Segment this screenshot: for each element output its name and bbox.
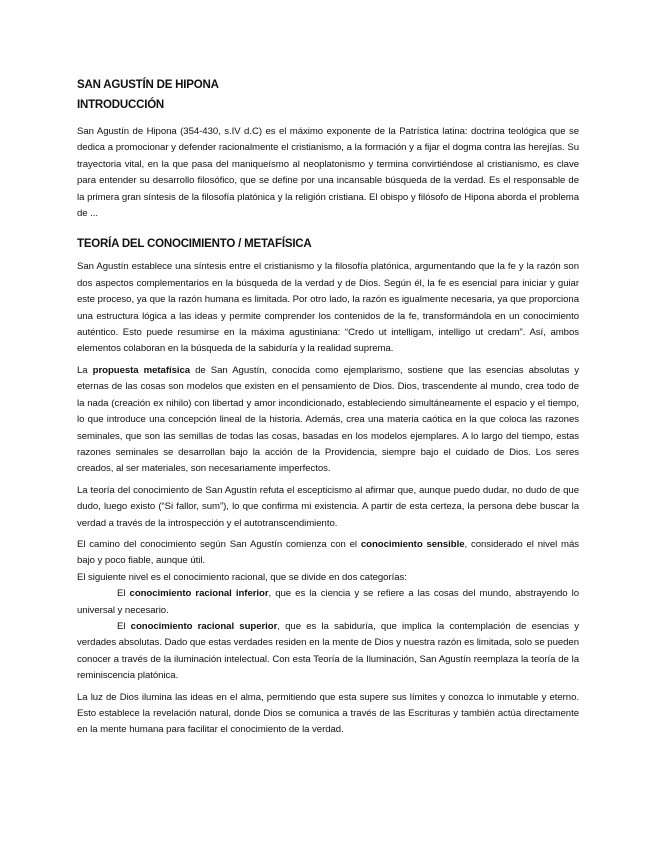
paragraph-rational-knowledge: El siguiente nivel es el conocimiento racional, que se divide en dos categorías: [77, 571, 407, 583]
bold-term: conocimiento sensible [360, 538, 465, 550]
document-page [77, 78, 579, 744]
text-span: El [117, 588, 130, 600]
text-span: , que es la sabiduría, que implica la contemplación de esencias y verdades absolutas. Dado que estas verdades residen en la mente de Dios y nuestra razón es limitada, solo se pueden conocer a través de la iluminación intelectual. Con esta Teoría de la Iluminación, San Agustín reemplaza la teoría de la reminiscencia platónica. [77, 620, 580, 682]
text-span: La [77, 364, 93, 376]
intro-heading: INTRODUCCIÓN [77, 99, 165, 111]
text-span: , que es la ciencia y se refiere a las cosas del mundo, abstrayendo lo universal y necesario. [77, 588, 580, 616]
paragraph-knowledge-theory: La teoría del conocimiento de San Agustín refuta el escepticismo al afirmar que, aunque puedo dudar, no dudo de que dudo, luego existo (“Si fallor, sum”), lo que confirma mi existencia. A partir de esta certeza, la persona debe buscar la verdad a través de la introspección y el autotranscendimiento. [77, 484, 579, 529]
paragraph-illumination: La luz de Dios ilumina las ideas en el alma, permitiendo que esta supere sus límites y conozca lo inmutable y eterno. Esto establece la revelación natural, donde Dios se comunica a través de las Escrituras y también actúa directamente en la mente humana para facilitar el conocimiento de la verdad. [77, 691, 579, 736]
text-span: El [117, 620, 131, 632]
intro-paragraph: San Agustín de Hipona (354-430, s.IV d.C) es el máximo exponente de la Patrística latina: doctrina teológica que se dedica a promocionar y defender racionalmente el cristianismo, a la formación y a fijar el dogma contra las herejías. Su trayectoria vital, en la que pasa del maniqueísmo al neoplatonismo y termina convirtiéndose al cristianismo, es clave para entender su desarrollo filosófico, que se define por una incansable búsqueda de la verdad. Es el responsable de la primera gran síntesis de la filosofía platónica y la religión cristiana. El obispo y filósofo de Hipona aborda el problema de ... [77, 126, 579, 220]
paragraph-sensible-knowledge [77, 537, 579, 570]
paragraph-metaphysics [77, 363, 579, 478]
paragraph-faith-reason: San Agustín establece una síntesis entre el cristianismo y la filosofía platónica, argumentando que la fe y la razón son dos aspectos complementarios en la búsqueda de la verdad y de Dios. Según él, la fe es esencial para iniciar y guiar este proceso, ya que la razón humana es limitada. Por otro lado, la razón es igualmente necesaria, ya que proporciona una estructura lógica a las ideas y permite comprender los contenidos de la fe, transformándola en un conocimiento auténtico. Esto puede resumirse en la máxima agustiniana: “Credo ut intelligam, intelligo ut credam”. Así, ambos elementos colaboran en la búsqueda de la sabiduría y la realidad suprema. [77, 261, 579, 355]
paragraph-upper-rational [77, 619, 579, 685]
section-heading: TEORÍA DEL CONOCIMIENTO / METAFÍSICA [77, 238, 312, 251]
text-span: de San Agustín, conocida como ejemplarismo, sostiene que las esencias absolutas y eternas de las cosas son modelos que existen en el pensamiento de Dios. Dios, trascendente al mundo, crea todo de la nada (creación ex nihilo) con libertad y amor incondicionado, estableciendo simultáneamente el espacio y el tiempo, lo que introduce una concepción lineal de la historia. Además, crea una materia caótica en la que coloca las razones seminales, que son las semillas de todas las cosas, basadas en los modelos ejemplares. A lo largo del tiempo, estas razones seminales se desarrollan bajo la acción de la Providencia, siempre bajo el cuidado de Dios. Los seres creados, al ser materiales, son necesariamente imperfectos. [77, 364, 579, 475]
bold-term: conocimiento racional inferior [129, 588, 269, 600]
text-span: , considerado el nivel más bajo y poco fiable, aunque útil. [77, 538, 580, 567]
document-title: SAN AGUSTÍN DE HIPONA [77, 79, 219, 91]
bold-term: conocimiento racional superior [130, 620, 278, 632]
text-span: El camino del conocimiento según San Agustín comienza con el [77, 538, 361, 550]
bold-term: propuesta metafísica [92, 364, 191, 376]
paragraph-lower-rational [77, 586, 579, 619]
